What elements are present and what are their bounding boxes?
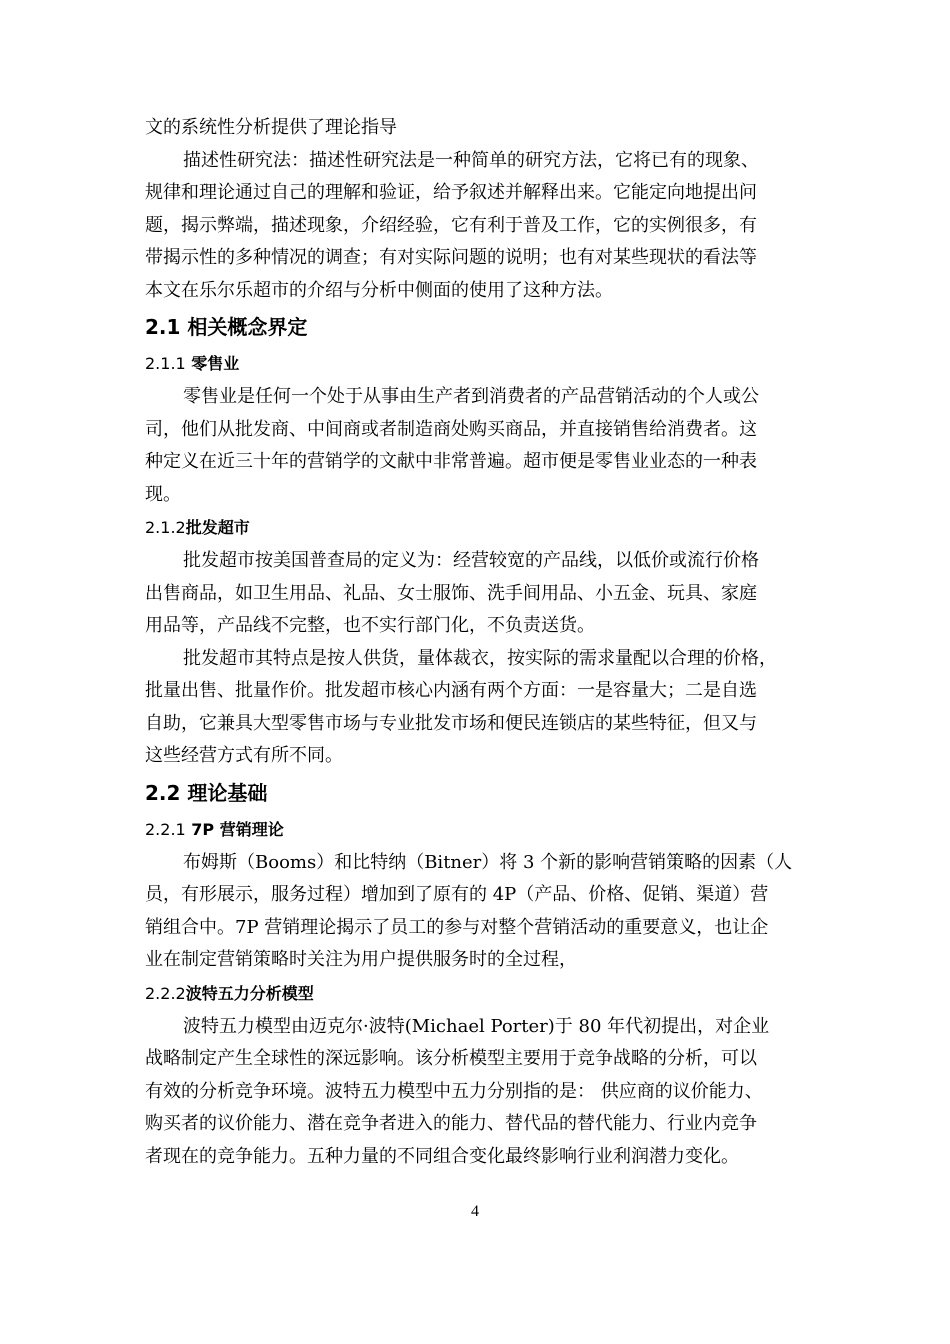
paragraph-porter xyxy=(145,1011,817,1174)
document-page xyxy=(145,112,817,1173)
heading-2-1: 2.1 相关概念界定 xyxy=(145,315,308,339)
text-line: 种定义在近三十年的营销学的文献中非常普遍。超市便是零售业业态的一种表 xyxy=(145,451,757,472)
text-line: 有效的分析竞争环境。波特五力模型中五力分别指的是： 供应商的议价能力、 xyxy=(145,1080,763,1102)
text-line: 出售商品，如卫生用品、礼品、女士服饰、洗手间用品、小五金、玩具、家庭 xyxy=(145,582,757,604)
text-line: 销组合中。7P 营销理论揭示了员工的参与对整个营销活动的重要意义，也让企 xyxy=(145,916,769,938)
heading-number: 2.1.1 xyxy=(145,354,186,373)
text-line: 自助，它兼具大型零售市场与专业批发市场和便民连锁店的某些特征，但又与 xyxy=(145,712,757,734)
text-line: 批量出售、批量作价。批发超市核心内涵有两个方面：一是容量大；二是自选 xyxy=(145,680,757,701)
paragraph-retail xyxy=(145,381,817,511)
heading-text: 零售业 xyxy=(191,354,240,373)
text-line: 题，揭示弊端，描述现象，介绍经验，它有利于普及工作，它的实例很多，有 xyxy=(145,214,757,236)
text-line: 布姆斯（Booms）和比特纳（Bitner）将 3 个新的影响营销策略的因素（人 xyxy=(183,851,793,873)
heading-number: 2.2.1 xyxy=(145,819,186,839)
heading-text: 7P 营销理论 xyxy=(191,819,284,839)
heading-2-2: 2.2 理论基础 xyxy=(145,780,268,805)
heading-2-1-2 xyxy=(145,511,817,545)
text-line: 零售业是任何一个处于从事由生产者到消费者的产品营销活动的个人或公 xyxy=(183,386,759,407)
text-line: 批发超市其特点是按人供货，量体裁衣，按实际的需求量配以合理的价格， xyxy=(183,647,777,669)
heading-text: 波特五力分析模型 xyxy=(185,983,314,1003)
page-number: 4 xyxy=(471,1203,479,1220)
paragraph-wholesale-definition xyxy=(145,545,817,643)
text-line: 文的系统性分析提供了理论指导 xyxy=(145,117,397,138)
text-line: 战略制定产生全球性的深远影响。该分析模型主要用于竞争战略的分析，可以 xyxy=(145,1048,757,1069)
text-line: 这些经营方式有所不同。 xyxy=(145,745,343,766)
paragraph-intro-end xyxy=(145,112,817,145)
paragraph-wholesale-features xyxy=(145,643,817,773)
heading-text: 批发超市 xyxy=(185,518,250,537)
heading-2-2-1 xyxy=(145,813,817,847)
paragraph-descriptive-method xyxy=(145,145,817,308)
text-line: 员，有形展示，服务过程）增加到了原有的 4P（产品、价格、促销、渠道）营 xyxy=(145,884,769,905)
text-line: 带揭示性的多种情况的调查；有对实际问题的说明；也有对某些现状的看法等 xyxy=(145,247,757,268)
text-line: 本文在乐尔乐超市的介绍与分析中侧面的使用了这种方法。 xyxy=(145,279,613,301)
text-line: 批发超市按美国普查局的定义为：经营较宽的产品线，以低价或流行价格 xyxy=(183,550,759,571)
text-line: 用品等，产品线不完整，也不实行部门化，不负责送货。 xyxy=(145,615,595,636)
text-line: 业在制定营销策略时关注为用户提供服务时的全过程， xyxy=(145,949,577,970)
text-line: 波特五力模型由迈克尔·波特(Michael Porter)于 80 年代初提出，对企业 xyxy=(183,1015,770,1037)
heading-2-2-2 xyxy=(145,977,817,1011)
heading-number: 2.1.2 xyxy=(145,518,186,537)
heading-2-1-1 xyxy=(145,347,817,381)
paragraph-7p xyxy=(145,847,817,977)
text-line: 规律和理论通过自己的理解和验证，给予叙述并解释出来。它能定向地提出问 xyxy=(145,182,757,203)
heading-number: 2.2.2 xyxy=(145,983,186,1003)
text-line: 现。 xyxy=(145,483,181,505)
text-line: 购买者的议价能力、潜在竞争者进入的能力、替代品的替代能力、行业内竞争 xyxy=(145,1113,757,1134)
text-line: 者现在的竞争能力。五种力量的不同组合变化最终影响行业利润潜力变化。 xyxy=(145,1145,739,1167)
text-line: 司，他们从批发商、中间商或者制造商处购买商品，并直接销售给消费者。这 xyxy=(145,418,757,440)
text-line: 描述性研究法：描述性研究法是一种简单的研究方法，它将已有的现象、 xyxy=(183,149,759,171)
